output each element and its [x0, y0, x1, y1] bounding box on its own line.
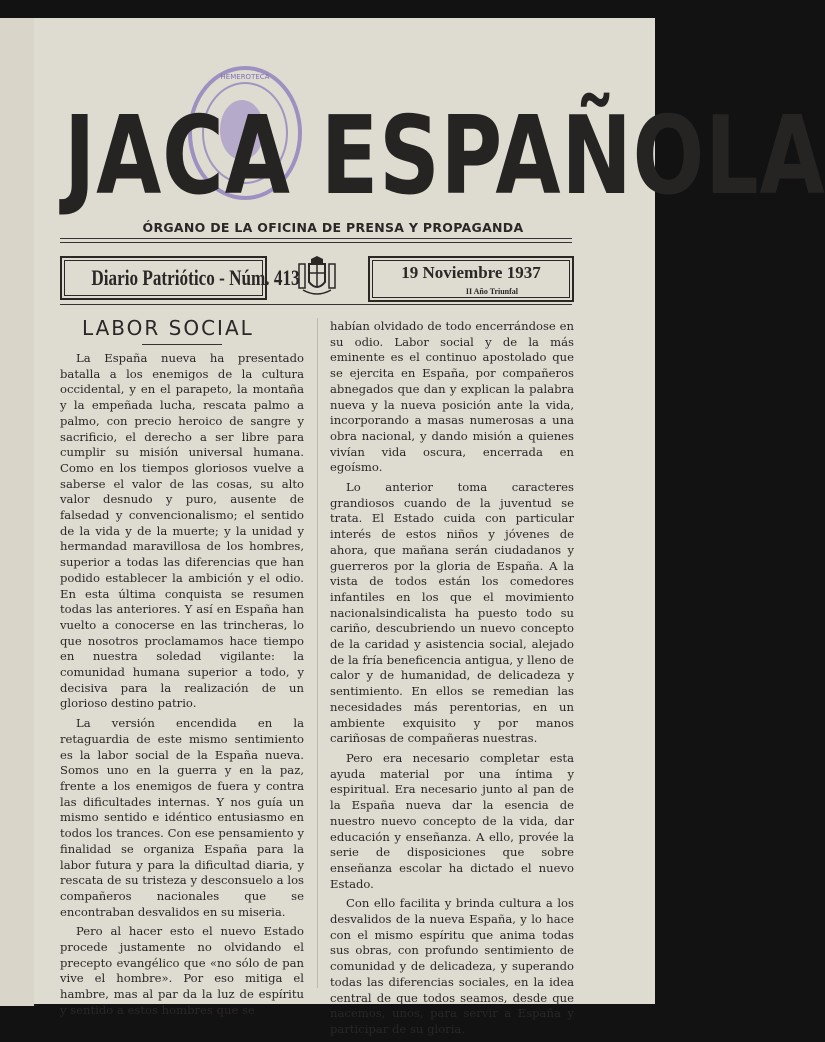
paragraph: Lo anterior toma caracteres grandiosos cuando de la juventud se trata. El Estado cuida con particular interés de estos niños y jóvenes de ahora, que mañana serán ciudadanos y guerreros por la gloria de España. A la vista de todos están los comedores infantiles en los que el movimiento nacionalsindicalista ha puesto todo su cariño, descubriendo un nuevo concepto de la caridad y asistencia social, alejado de la fría beneficencia antigua, y lleno de calor y de humanidad, de delicadeza y sentimiento. En ellos se remedian las necesidades más perentorias, en un ambiente exquisito y por manos cariñosas de compañeras nuestras.: [330, 480, 574, 746]
issue-label: Diario Patriótico - Núm. 413: [91, 265, 300, 290]
column-divider: [317, 318, 318, 988]
article-title: LABOR SOCIAL: [82, 316, 254, 340]
date-box: [368, 256, 574, 302]
stamp-text: HEMEROTECA: [220, 73, 270, 81]
header-rule-bottom: [60, 304, 572, 305]
paragraph: Pero era necesario completar esta ayuda material por una íntima y espiritual. Era necesario junto al pan de la España nueva dar la esencia de nuestro nuevo concepto de la vida, dar educación y enseñanza. A ello, provée la serie de disposiciones que sobre enseñanza escolar ha dictado el nuevo Estado.: [330, 750, 574, 891]
masthead-title: JACA ESPAÑOLA: [64, 94, 825, 219]
paragraph: Pero al hacer esto el nuevo Estado procede justamente no olvidando el precepto evangélico que «no sólo de pan vive el hombre». Por eso mitiga el hambre, mas al par da la luz de espíritu y sentido a estos hombres que se: [60, 924, 304, 1017]
coat-of-arms-icon: [295, 256, 339, 298]
article-left-column: [60, 351, 304, 1023]
previous-page-edge: [0, 18, 37, 1006]
article-right-column: [330, 319, 574, 1042]
newspaper-page: [34, 18, 825, 1036]
issue-date: 19 Noviembre 1937: [401, 263, 541, 282]
paragraph: La versión encendida en la retaguardia de este mismo sentimiento es la labor social de la España nueva. Somos uno en la guerra y en la paz, frente a los enemigos de fuera y contra las dificultades internas. Y nos guía un mismo sentido e idéntico entusiasmo en todos los trances. Con ese pensamiento y finalidad se organiza España para la labor futura y para la dificultad diaria, y rescata de su tristeza y desconsuelo a los compañeros nacionales que se encontraban desvalidos en su miseria.: [60, 716, 304, 919]
header-rule-top-2: [60, 242, 572, 243]
masthead-subtitle: ÓRGANO DE LA OFICINA DE PRENSA Y PROPAGANDA: [142, 220, 524, 235]
header-rule-top: [60, 238, 572, 239]
issue-label-box: [60, 256, 300, 300]
paragraph: La España nueva ha presentado batalla a los enemigos de la cultura occidental, y en el parapeto, la montaña y la empeñada lucha, rescata palmo a palmo, con precio heroico de sangre y sacrificio, el derecho a ser libre para cumplir su misión universal humana. Como en los tiempos gloriosos vuelve a saberse el valor de las cosas, su alto valor desnudo y puro, ausente de falsedad y convencionalismo; el sentido de la vida y de la muerte; y la unidad y hermandad maravillosa de los hombres, superior a todas las diferencias que han podido establecer la ambición y el odio. En esta última conquista se resumen todas las anteriores. Y así en España han vuelto a conocerse en las trincheras, lo que nosotros proclamamos hace tiempo en nuestra soledad vigilante: la comunidad humana superior a todo, y decisiva para la realización de un glorioso destino patrio.: [60, 351, 304, 711]
paragraph: Con ello facilita y brinda cultura a los desvalidos de la nueva España, y lo hace con el mismo espíritu que anima todas sus obras, con profundo sentimiento de comunidad y de delicadeza, y superando todas las diferencias sociales, en la idea central de que todos seamos, desde que nacemos, unos, para servir a España y participar de su gloria.: [330, 896, 574, 1036]
issue-year: II Año Triunfal: [465, 287, 518, 296]
title-underline: [142, 344, 222, 345]
paragraph: habían olvidado de todo encerrándose en su odio. Labor social y de la más eminente es el continuo apostolado que se ejercita en España, por compañeros abnegados que dan y explican la palabra nueva y la nueva posición ante la vida, incorporando a masas numerosas a una obra nacional, y dando misión a quienes vivían vida oscura, encerrada en egoísmo.: [330, 319, 574, 475]
